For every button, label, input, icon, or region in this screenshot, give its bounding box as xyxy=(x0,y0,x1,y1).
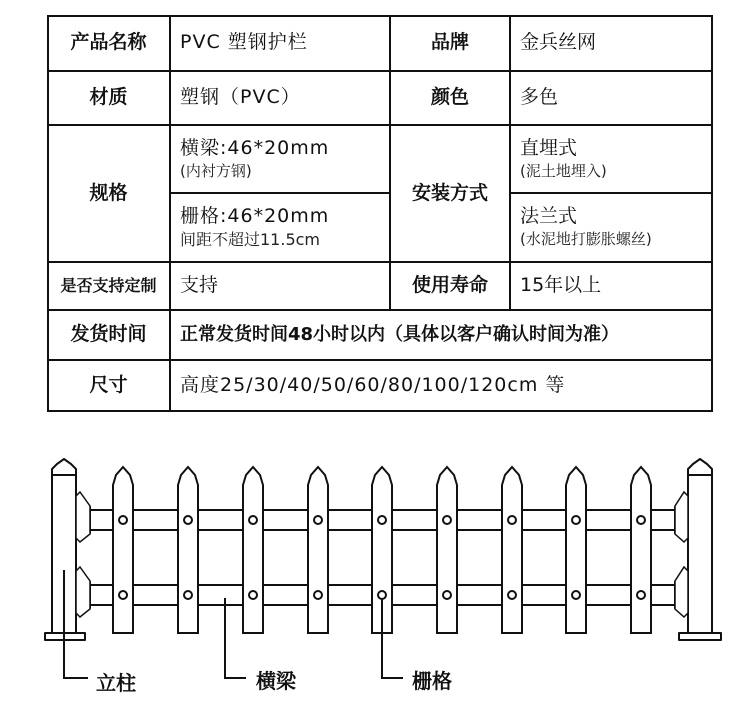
label-size: 尺寸 xyxy=(89,374,128,397)
install-direct-note: (泥土地埋入) xyxy=(520,161,607,180)
value-install-direct xyxy=(510,125,713,193)
picket xyxy=(502,467,522,633)
picket-bolt xyxy=(314,591,322,599)
value-brand: 金兵丝网 xyxy=(520,31,597,54)
value-color: 多色 xyxy=(520,86,559,109)
picket-bolt xyxy=(119,591,127,599)
spec-table xyxy=(47,15,713,412)
picket xyxy=(631,467,651,633)
picket-bolt xyxy=(572,591,580,599)
label-shipping-time: 发货时间 xyxy=(70,323,147,346)
label-product-name: 产品名称 xyxy=(70,31,147,54)
value-lifespan: 15年以上 xyxy=(520,274,602,297)
picket-bolt xyxy=(184,516,192,524)
picket-bolt xyxy=(443,591,451,599)
picket-spec: 栅格:46*20mm xyxy=(180,204,330,227)
picket-bolt xyxy=(508,591,516,599)
crossbeam-spec: 横梁:46*20mm xyxy=(180,136,330,159)
picket-bolt xyxy=(119,516,127,524)
picket xyxy=(243,467,263,633)
picket xyxy=(566,467,586,633)
picket-bolt xyxy=(378,591,386,599)
picket-bolt xyxy=(249,516,257,524)
picket-bolt xyxy=(249,591,257,599)
picket-bolt xyxy=(572,516,580,524)
value-size: 高度25/30/40/50/60/80/100/120cm 等 xyxy=(180,374,566,397)
right-post xyxy=(688,475,712,635)
label-customizable: 是否支持定制 xyxy=(60,275,157,295)
picket-bolt xyxy=(637,591,645,599)
picket-bolt xyxy=(314,516,322,524)
picket xyxy=(437,467,457,633)
install-flange: 法兰式 xyxy=(520,205,578,228)
picket-bolt xyxy=(508,516,516,524)
picket-label: 栅格 xyxy=(412,669,452,693)
label-spec: 规格 xyxy=(89,181,128,204)
value-shipping-time: 正常发货时间48小时以内（具体以客户确认时间为准） xyxy=(180,323,620,345)
picket-bolt xyxy=(443,516,451,524)
picket-bolt xyxy=(637,516,645,524)
value-install-flange xyxy=(510,193,713,262)
value-material: 塑钢（PVC） xyxy=(180,86,301,109)
label-lifespan: 使用寿命 xyxy=(411,274,488,297)
label-material: 材质 xyxy=(89,86,128,109)
right-post-base xyxy=(679,633,721,640)
install-direct: 直埋式 xyxy=(520,136,578,159)
picket-spacing: 间距不超过11.5cm xyxy=(180,229,321,249)
install-flange-note: (水泥地打膨胀螺丝) xyxy=(520,230,652,249)
fence-diagram xyxy=(0,420,750,711)
left-post-cap xyxy=(52,459,76,475)
value-crossbeam xyxy=(170,125,390,193)
picket xyxy=(308,467,328,633)
value-product-name: PVC 塑钢护栏 xyxy=(180,31,308,54)
picket-bolt xyxy=(378,516,386,524)
label-brand: 品牌 xyxy=(430,31,469,54)
value-picket xyxy=(170,193,390,262)
label-install-method: 安装方式 xyxy=(411,181,488,204)
picket xyxy=(178,467,198,633)
crossbeam-label: 横梁 xyxy=(256,669,296,693)
picket xyxy=(113,467,133,633)
crossbeam-note: (内衬方钢) xyxy=(180,161,252,180)
label-color: 颜色 xyxy=(430,86,469,109)
post-label: 立柱 xyxy=(96,671,136,695)
value-customizable: 支持 xyxy=(180,274,219,297)
picket-bolt xyxy=(184,591,192,599)
right-post-cap xyxy=(688,459,712,475)
